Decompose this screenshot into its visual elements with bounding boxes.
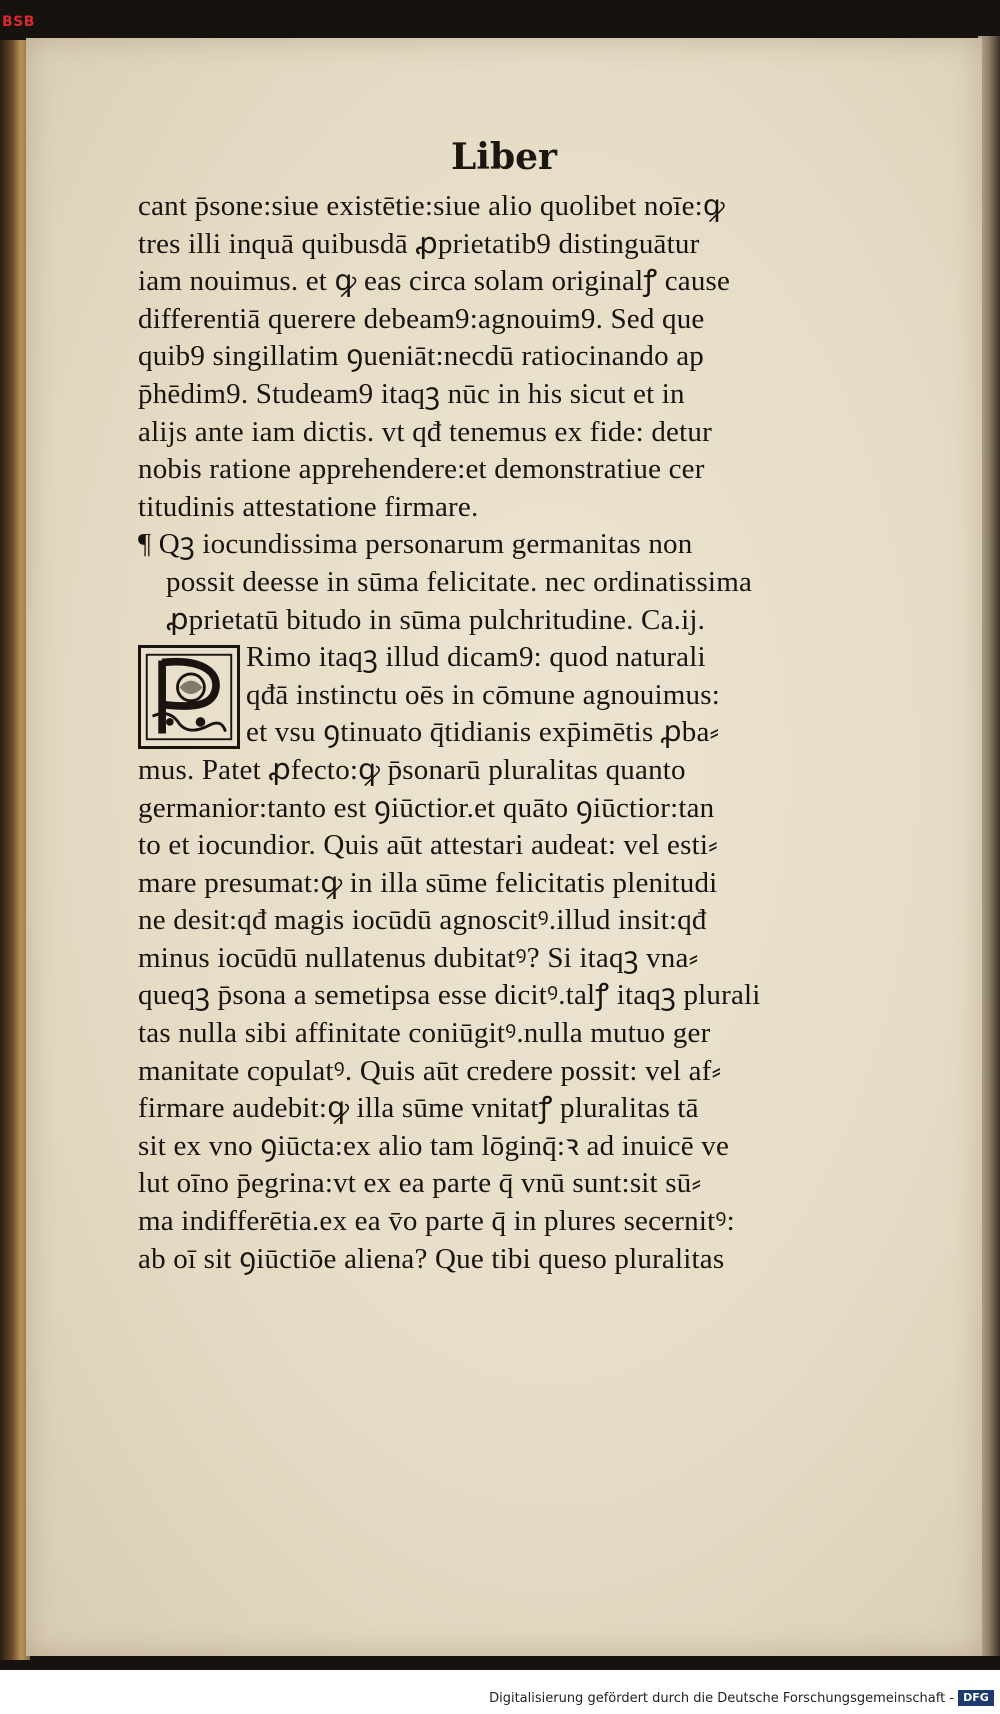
text-line: to et iocundior. Quis aūt attestari audeat: vel esti⸗	[138, 829, 718, 862]
chapter-heading	[138, 526, 938, 639]
text-line: Rimo itaqꝫ illud dicam9: quod naturali	[246, 641, 706, 674]
initial-lines	[246, 639, 720, 752]
library-label: BSB	[2, 14, 35, 30]
text-line: qđā instinctu oēs in cōmune agnouimus:	[246, 678, 720, 711]
text-line: titudinis attestatione firmare.	[138, 490, 479, 523]
text-line: ab oī sit ꝯiūctiōe aliena? Que tibi queso pluralitas	[138, 1242, 725, 1275]
paragraph-2	[138, 752, 938, 1278]
text-line: mare presumat:ꝙ in illa sūme felicitatis plenitudi	[138, 866, 718, 899]
text-line: firmare audebit:ꝙ illa sūme vnitatꝭ pluralitas tā	[138, 1092, 699, 1125]
text-line: mus. Patet ꝓfecto:ꝙ p̄sonarū pluralitas quanto	[138, 753, 686, 786]
text-line: sit ex vno ꝯiūcta:ex alio tam lōginq̄:ꝛ ad inuicē ve	[138, 1129, 730, 1162]
text-line: nobis ratione apprehendere:et demonstratiue cer	[138, 453, 705, 486]
text-line: et vsu ꝯtinuato q̄tidianis exp̄imētis ꝓba⸗	[246, 716, 720, 749]
text-line: lut oīno p̄egrina:vt ex ea parte q̄ vnū sunt:sit sū⸗	[138, 1167, 702, 1200]
text-line: minus iocūdū nullatenus dubitatꝰ? Si itaqꝫ vna⸗	[138, 941, 699, 974]
initial-paragraph	[138, 639, 938, 752]
footer-bar	[0, 1670, 1000, 1714]
text-line: iam nouimus. et ꝙ eas circa solam originalꝭ cause	[138, 265, 731, 298]
dfg-logo: DFG	[958, 1690, 994, 1706]
text-line: tas nulla sibi affinitate coniūgitꝰ.nulla mutuo ger	[138, 1017, 711, 1050]
text-line: alijs ante iam dictis. vt qđ tenemus ex fide: detur	[138, 415, 712, 448]
heading-line: ꝓprietatū bitudo in sūma pulchritudine. Ca.ij.	[166, 603, 706, 636]
text-line: ma indifferētia.ex ea v̄o parte q̄ in plures secernitꝰ:	[138, 1205, 735, 1238]
text-line: ne desit:qđ magis iocūdū agnoscitꝰ.illud insit:qđ	[138, 904, 707, 937]
decorated-initial-icon	[141, 648, 237, 746]
text-line: queqꝫ p̄sona a semetipsa esse dicitꝰ.talꝭ itaqꝫ plurali	[138, 979, 761, 1012]
running-head: Liber	[450, 136, 558, 178]
decorated-initial-p	[138, 645, 240, 749]
text-line: tres illi inquā quibusdā ꝓprietatib9 distinguātur	[138, 227, 700, 260]
text-line: p̄hēdim9. Studeam9 itaqꝫ nūc in his sicut et in	[138, 377, 685, 410]
heading-line: ¶ Qꝫ iocundissima personarum germanitas non	[138, 528, 693, 561]
text-line: germanior:tanto est ꝯiūctior.et quāto ꝯiūctior:tan	[138, 791, 715, 824]
text-line: quib9 singillatim ꝯueniāt:necdū ratiocinando ap	[138, 340, 705, 373]
paragraph-1	[138, 188, 938, 526]
text-line: manitate copulatꝰ. Quis aūt credere possit: vel af⸗	[138, 1054, 722, 1087]
text-line: differentiā querere debeam9:agnouim9. Sed que	[138, 302, 705, 335]
text-block	[138, 188, 938, 1278]
footer-credit: Digitalisierung gefördert durch die Deutsche Forschungsgemeinschaft -	[489, 1691, 954, 1706]
text-line: cant p̄sone:siue existētie:siue alio quolibet noīe:ꝙ	[138, 190, 725, 222]
book-page	[26, 38, 982, 1656]
heading-line: possit deesse in sūma felicitate. nec ordinatissima	[166, 565, 753, 598]
